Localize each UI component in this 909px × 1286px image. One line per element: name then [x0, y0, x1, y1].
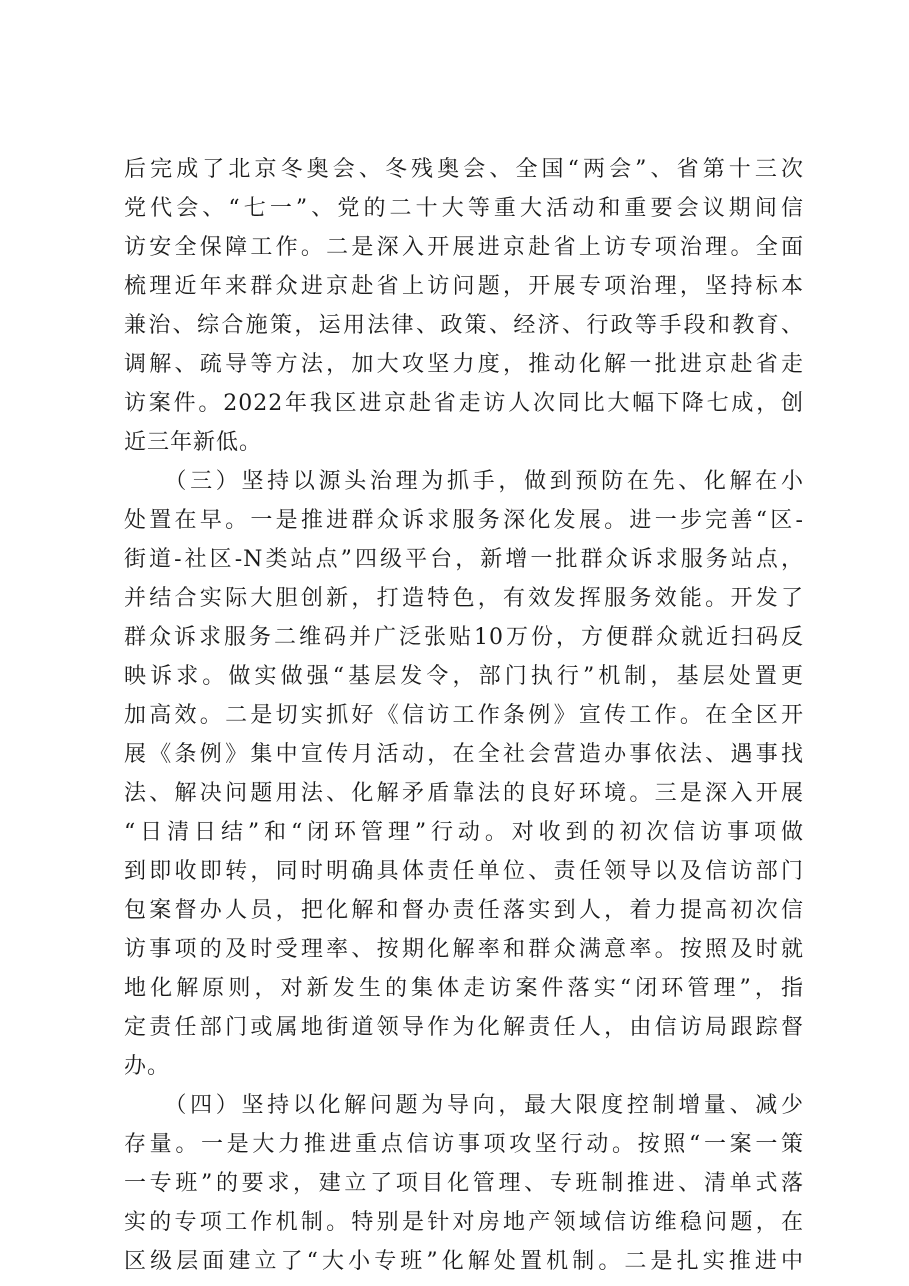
text-line: 处置在早。一是推进群众诉求服务深化发展。进一步完善“区-: [124, 508, 804, 533]
text-line: 办。: [124, 1054, 171, 1079]
document-page: [124, 150, 804, 1281]
text-line: 到即收即转，同时明确具体责任单位、责任领导以及信访部门: [124, 859, 804, 884]
text-line: 一专班”的要求，建立了项目化管理、专班制推进、清单式落: [124, 1171, 804, 1196]
text-line: 梳理近年来群众进京赴省上访问题，开展专项治理，坚持标本: [124, 274, 804, 299]
text-line: 实的专项工作机制。特别是针对房地产领域信访维稳问题，在: [124, 1210, 804, 1235]
text-line: 映诉求。做实做强“基层发令，部门执行”机制，基层处置更: [124, 664, 804, 689]
text-line: 后完成了北京冬奥会、冬残奥会、全国“两会”、省第十三次: [124, 157, 804, 182]
text-line: 访安全保障工作。二是深入开展进京赴省上访专项治理。全面: [124, 235, 804, 260]
text-line: “日清日结”和“闭环管理”行动。对收到的初次信访事项做: [124, 820, 804, 845]
text-line: 并结合实际大胆创新，打造特色，有效发挥服务效能。开发了: [124, 586, 804, 611]
text-line: 包案督办人员，把化解和督办责任落实到人，着力提高初次信: [124, 898, 804, 923]
text-line: 党代会、“七一”、党的二十大等重大活动和重要会议期间信: [124, 196, 804, 221]
text-line: 访案件。2022年我区进京赴省走访人次同比大幅下降七成，创: [124, 391, 804, 416]
text-line: （四）坚持以化解问题为导向，最大限度控制增量、减少: [124, 1093, 804, 1118]
paragraph-2: [124, 462, 804, 1086]
text-line: （三）坚持以源头治理为抓手，做到预防在先、化解在小: [124, 469, 804, 494]
text-line: 定责任部门或属地街道领导作为化解责任人，由信访局跟踪督: [124, 1015, 804, 1040]
text-line: 兼治、综合施策，运用法律、政策、经济、行政等手段和教育、: [124, 313, 804, 338]
paragraph-3: [124, 1086, 804, 1281]
text-line: 法、解决问题用法、化解矛盾靠法的良好环境。三是深入开展: [124, 781, 804, 806]
text-line: 地化解原则，对新发生的集体走访案件落实“闭环管理”，指: [124, 976, 804, 1001]
text-line: 区级层面建立了“大小专班”化解处置机制。二是扎实推进中: [124, 1249, 804, 1274]
text-line: 展《条例》集中宣传月活动，在全社会营造办事依法、遇事找: [124, 742, 804, 767]
text-line: 调解、疏导等方法，加大攻坚力度，推动化解一批进京赴省走: [124, 352, 804, 377]
text-line: 访事项的及时受理率、按期化解率和群众满意率。按照及时就: [124, 937, 804, 962]
text-line: 群众诉求服务二维码并广泛张贴10万份，方便群众就近扫码反: [124, 625, 804, 650]
text-line: 加高效。二是切实抓好《信访工作条例》宣传工作。在全区开: [124, 703, 804, 728]
text-line: 街道-社区-N类站点”四级平台，新增一批群众诉求服务站点，: [124, 547, 804, 572]
text-line: 存量。一是大力推进重点信访事项攻坚行动。按照“一案一策: [124, 1132, 804, 1157]
paragraph-1: [124, 150, 804, 462]
text-line: 近三年新低。: [124, 430, 263, 455]
